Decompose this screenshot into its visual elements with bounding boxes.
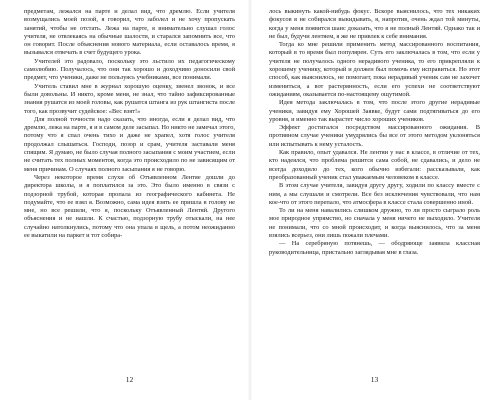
right-paragraph-5: Как правило, опыт удавался. Не лентяи у нас в классе, в отличие от тех, кто надеялся, что проблема решится сама собой, не сдавались, и дело не всегда доходило до тех, кого обычно избегали: рассказывали, как преобразованный ученик стал уважаемым человеком в классе. (269, 149, 480, 181)
right-paragraph-6: В этом случае учителя, завидуя другу другу, ходили по классу вместе с ним, а мы слушали и смотрели. Все без исключения чувствовали, что нам кое-что от этого перепало, что атмосфера в классе стала совершенно иной. (269, 182, 480, 206)
right-paragraph-2: Тогда ко мне решили применить метод массированного воспитания, который в то время был популярен. Суть его заключалась в том, что если у учителя не получалось одного нерадивого ученика, то его прикрепляли к хорошему ученику, который и должен был помочь ему исправиться. Но этот способ, как выяснилось, не помогает, пока нерадивый ученик сам не захочет измениться, а вот растерянность, если его успехи не соответствуют ожиданиям, оказывается по-настоящему ощутимой. (269, 41, 480, 98)
right-paragraph-7: То ли на меня навалились слишком дружно, то ли просто сыграло роль мое природное упрямство, но сначала у меня ничего не выходило. Учителя не понимали, что со мной происходит, и когда выяснилось, что за меня взялись всерьез, они лишь пожали плечами. (269, 207, 480, 240)
left-page-number: 12 (125, 375, 134, 384)
left-paragraph-5: Через некоторое время слухи об Отъявленном Лентяе дошли до директора школы, и я поплатился за это. Это было именно в связи с подзорной трубой, которая пропала из географического кабинета. Не подумайте, что ее взял я. Возможно, сама идея взять ее пришла в голову не мне, но все решили, что я, поскольку Отъявленный Лентяй. Другого объяснения и не нашли. К счастью, подзорную трубу отыскали, на нее случайно натолкнулись, потому что она упала в щель, а потом неожиданно ее выкатили на паркет и тот собира- (24, 173, 235, 240)
right-page-number: 13 (370, 375, 379, 384)
left-paragraph-4: Для полной точности надо сказать, что иногда, если я делал вид, что дремлю, лежа на парте, я и в самом деле засыпал. Но никто не замечал этого, потому что я спал очень тихо и даже не храпел, хотя голос учителя продолжал слышаться. Господи, позор и срам, учителя заставали меня спящим. Я думаю, не было случая полного засыпания с моим участием, если не считать тех полных моментов, когда это происходило по не зависящим от меня причинам. О случаях полного засыпания я не говорю. (24, 115, 235, 173)
left-paragraph-3: Учитель ставил мне в журнал хорошую оценку, звенел звонок, и все были довольны. И никто, кроме меня, не знал, что тайно зафиксированные знания рушатся из моей головы, как рушатся штанга из рук штангиста после того, как прозвучит судейское: «Вес взят!» (24, 82, 235, 115)
right-paragraph-1: лось выкинуть какой-нибудь фокус. Вскоре выяснилось, что тех никаких фокусов я не собирался выкидывать, я, напротив, очень ждал той минуты, когда у меня появится шанс доказать, что я не полный Лентяй. Однако так и не был, будучи лентяем, я же не привлек к себе внимания. (269, 8, 480, 40)
right-paragraph-3: Идея метода заключалась в том, что после этого другие нерадивые ученики, завидуя ему Хорошей Заявке, будут сами подтягиваться до его уровня, и именно так вырастет число хороших учеников. (269, 99, 480, 123)
left-page (24, 8, 235, 392)
gutter-shadow (248, 0, 252, 400)
right-page (269, 8, 480, 392)
left-paragraph-2: Учителей это радовало, поскольку это льстило их педагогическому самолюбию. Получалось, что они так хорошо и доходчиво доносили свой предмет, что ученики, даже не пользуясь учебниками, все понимали. (24, 57, 235, 82)
left-paragraph-1: предметам, лежался на парте и делал вид, что дремлю. Если учителя возмущались моей позой, я говорил, что заболел и не хочу пропускать занятий, чтобы не отстать. Лежа на парте, я внимательно слушал голос учителя, не отвлекаясь на обычные шалости, и старался запомнить все, что он говорит. После объяснения нового материала, если оставалось время, я вызывался отвечать в счет будущего урока. (24, 8, 235, 57)
right-paragraph-8: — На серебряную потянешь, — ободряюще заявила классная руководительница, пристально заглядывая мне в глаза. (269, 240, 480, 256)
right-paragraph-4: Эффект достигался посредством массированного ожидания. В противном случае ученики умудрялись бы все от этого методом уклоняться или испытывать к нему усталость. (269, 124, 480, 148)
